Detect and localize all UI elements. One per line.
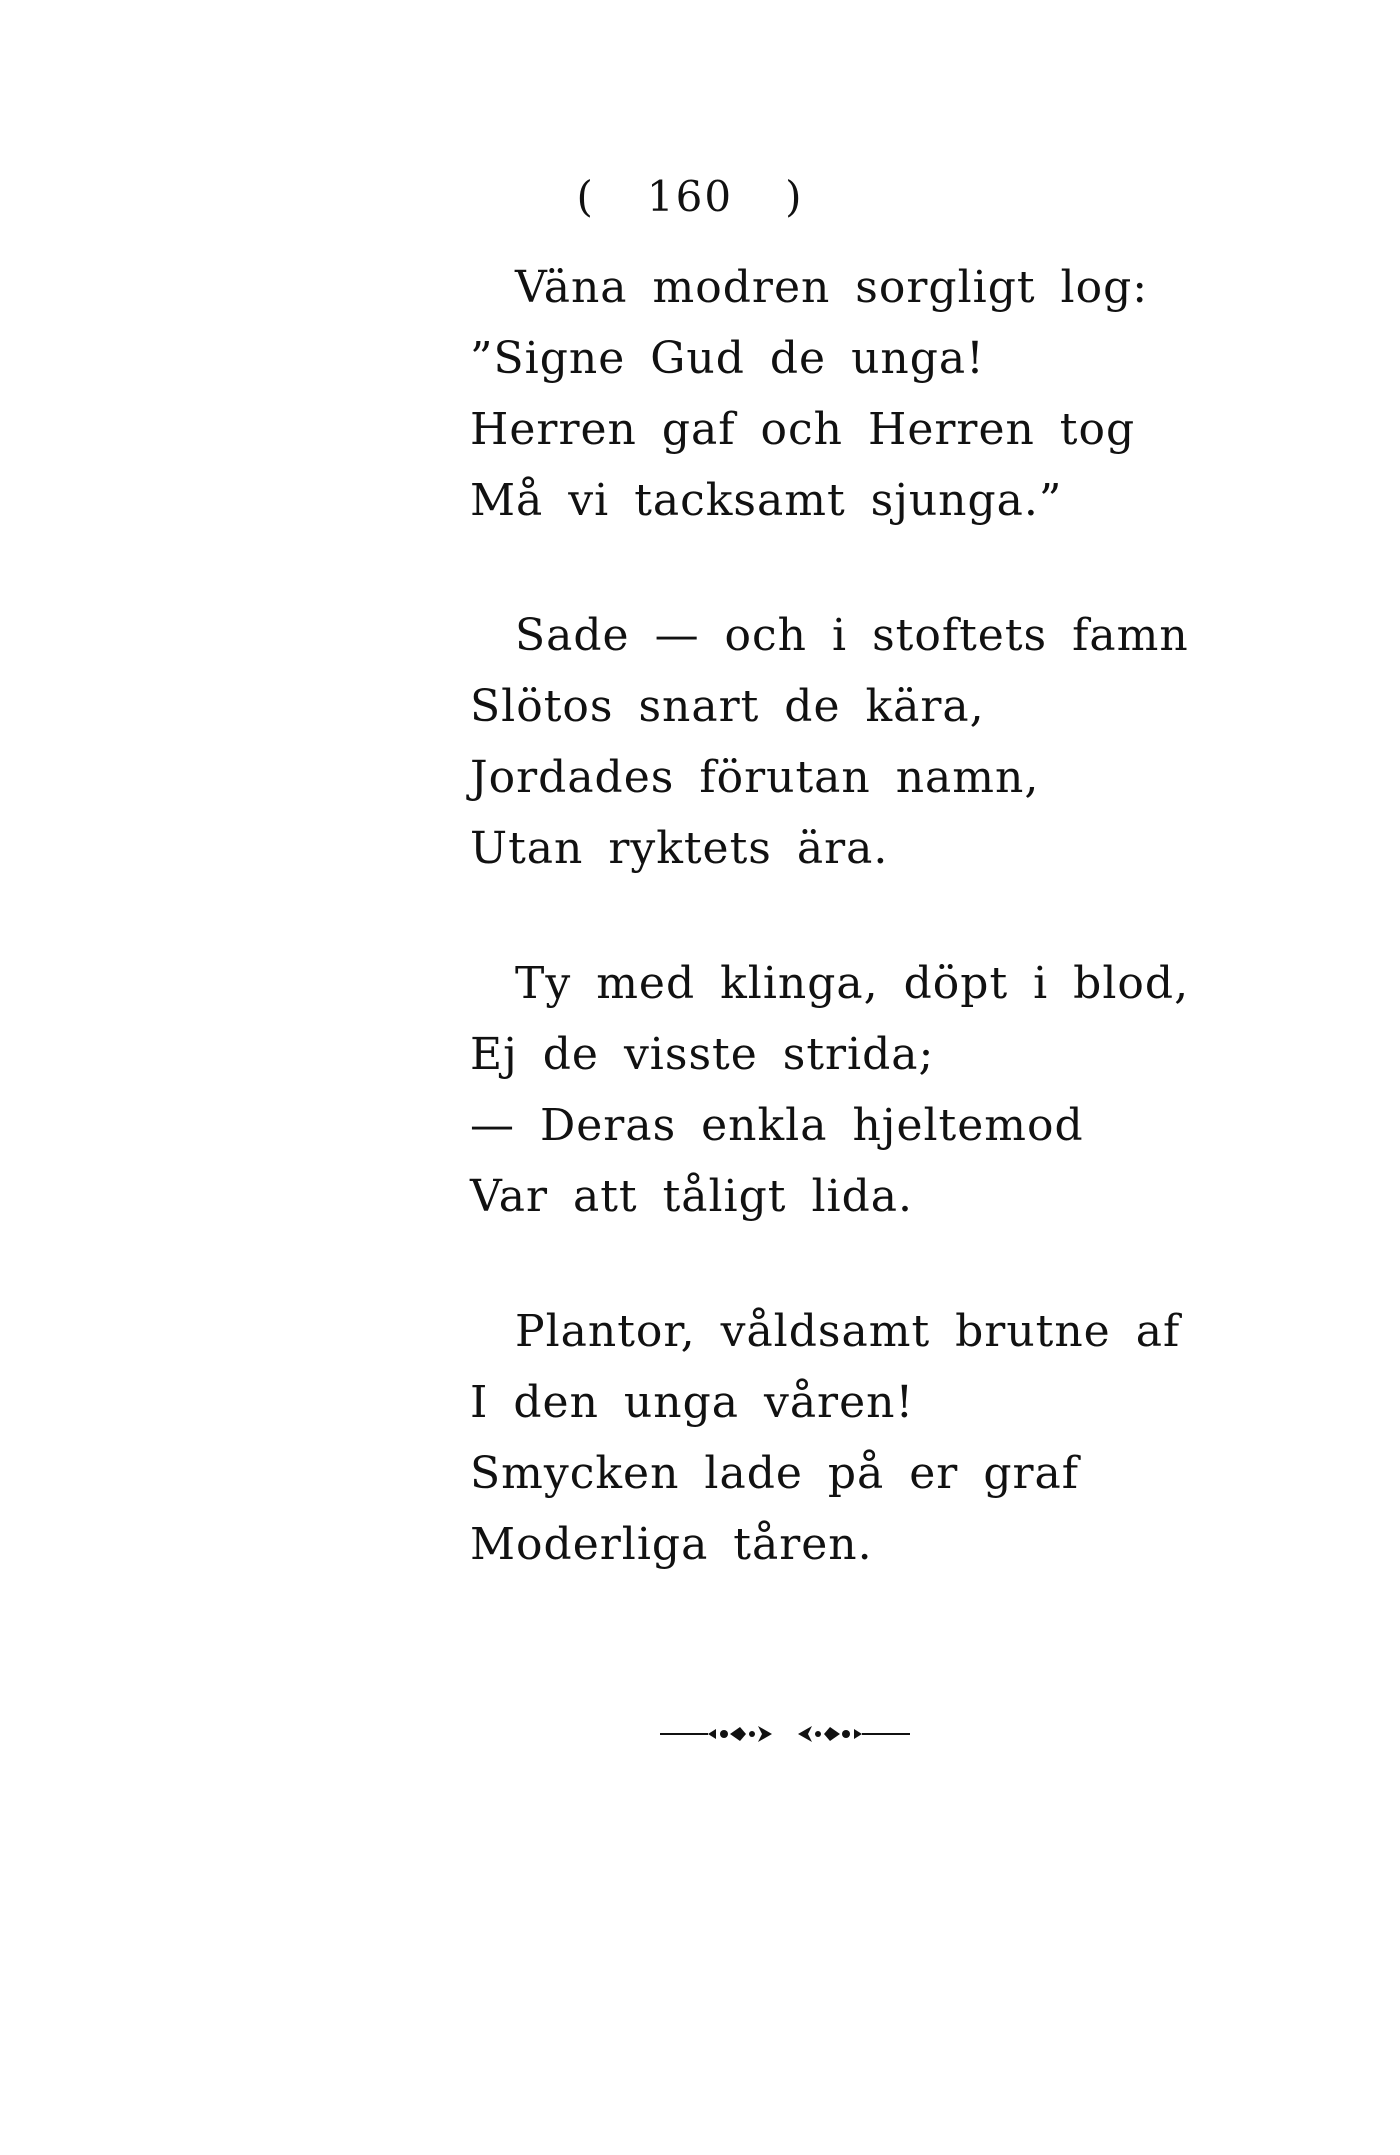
verse-line: Ej de visste strida; — [470, 1029, 935, 1080]
verse-line: Må vi tacksamt sjunga.” — [470, 475, 1063, 526]
verse-line: Ty med klinga, döpt i blod, — [515, 958, 1190, 1009]
page-number-value: 160 — [646, 172, 734, 221]
stanza-3 — [470, 948, 1190, 1232]
verse-line: Var att tåligt lida. — [470, 1171, 913, 1222]
stanza-2 — [470, 600, 1190, 884]
end-of-poem-ornament-icon — [660, 1722, 910, 1746]
stanza-1 — [470, 252, 1190, 536]
verse-line: Utan ryktets ära. — [470, 823, 889, 874]
verse-line: Moderliga tåren. — [470, 1519, 873, 1570]
verse-line: Smycken lade på er graf — [470, 1448, 1080, 1499]
verse-line: Väna modren sorgligt log: — [515, 262, 1149, 313]
verse-line: ”Signe Gud de unga! — [470, 333, 985, 384]
verse-line: Sade — och i stoftets famn — [515, 610, 1189, 661]
page-number-close-paren: ) — [785, 172, 804, 221]
verse-line: Jordades förutan namn, — [470, 752, 1040, 803]
verse-line: — Deras enkla hjeltemod — [470, 1100, 1084, 1151]
verse-line: Plantor, våldsamt brutne af — [515, 1306, 1181, 1357]
verse-line: Herren gaf och Herren tog — [470, 404, 1136, 455]
verse-line: I den unga våren! — [470, 1377, 915, 1428]
stanza-4 — [470, 1296, 1190, 1580]
page-number — [0, 172, 1390, 221]
verse-line: Slötos snart de kära, — [470, 681, 985, 732]
page-number-open-paren: ( — [576, 172, 595, 221]
